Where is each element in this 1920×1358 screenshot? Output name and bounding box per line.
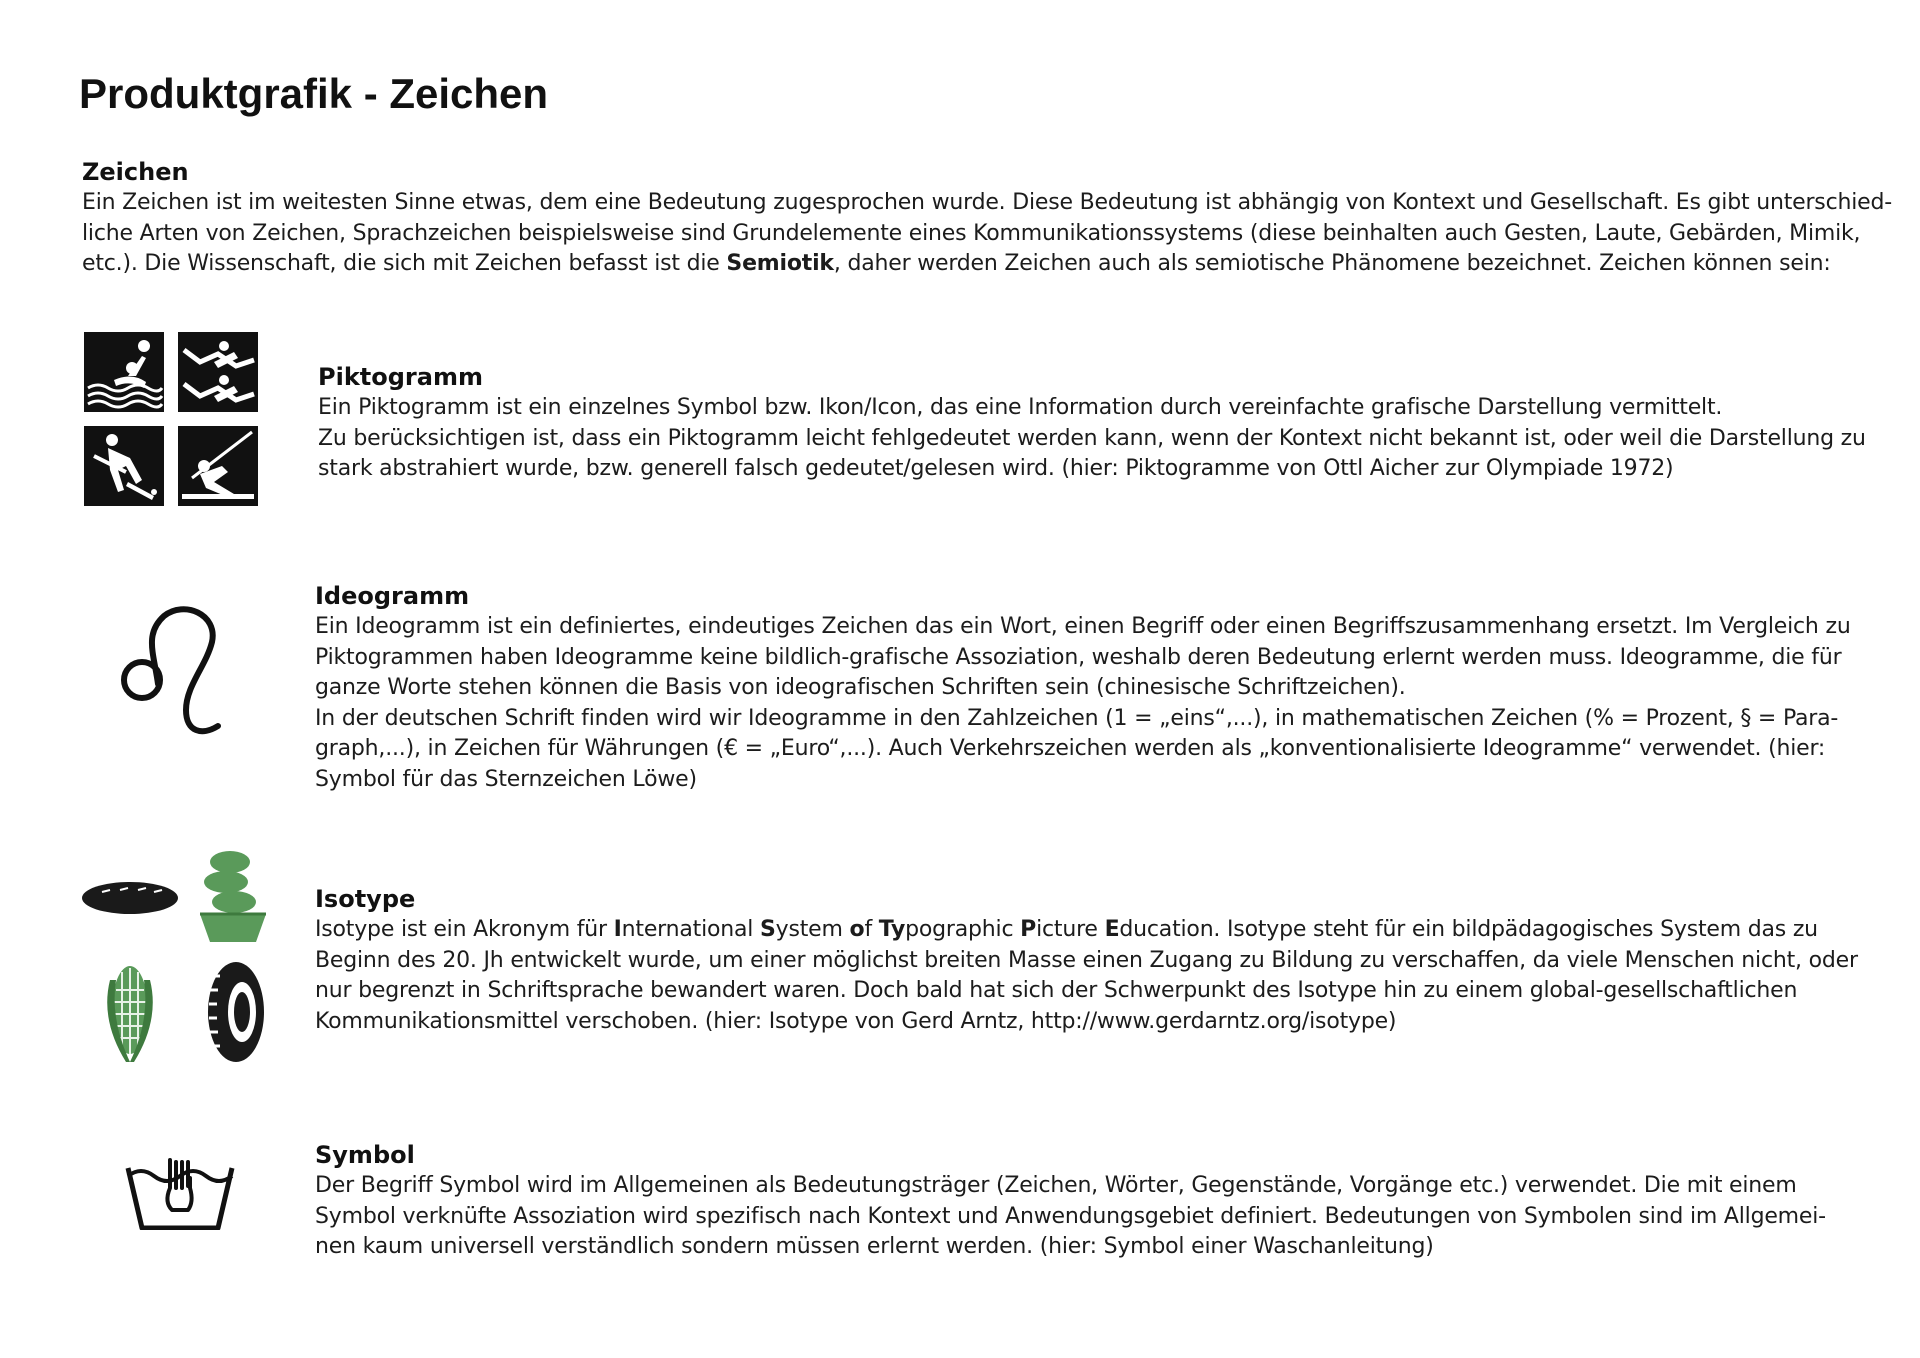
corn-isotype-icon	[107, 966, 153, 1062]
leo-zodiac-icon	[114, 604, 232, 744]
symbol-line: nen kaum universell verständlich sondern müssen erlernt werden. (hier: Symbol einer Waschanleitung)	[315, 1234, 1434, 1259]
symbol-heading: Symbol	[315, 1141, 415, 1169]
intro-heading: Zeichen	[82, 158, 189, 186]
intro-section	[82, 156, 1892, 280]
piktogramm-line: Ein Piktogramm ist ein einzelnes Symbol bzw. Ikon/Icon, das eine Information durch vereinfachte grafische Darstellung vermittelt.	[318, 395, 1723, 420]
bread-isotype-icon	[82, 882, 178, 914]
tire-isotype-icon	[208, 962, 264, 1062]
piktogramm-line: Zu berücksichtigen ist, dass ein Piktogramm leicht fehlgedeutet werden kann, wenn der Kontext nicht bekannt ist, oder weil die Darstellung zu	[318, 425, 1866, 451]
ideogramm-section	[315, 580, 1851, 795]
isotype-heading: Isotype	[315, 885, 416, 913]
piktogramm-heading: Piktogramm	[318, 363, 483, 391]
ideogramm-line: ganze Worte stehen können die Basis von ideografischen Schriften sein (chinesische Schriftzeichen).	[315, 675, 1406, 700]
hand-wash-symbol-icon	[124, 1158, 236, 1230]
ideogramm-line: Symbol für das Sternzeichen Löwe)	[315, 766, 697, 792]
semiotik-term: Semiotik	[726, 251, 834, 276]
isotype-line: nur begrenzt in Schriftsprache bewandert waren. Doch bald hat sich der Schwerpunkt des Isotype hin zu einem global-gesellschaftlichen	[315, 978, 1798, 1003]
shooting-pictogram-icon	[178, 426, 258, 506]
hockey-pictogram-icon	[84, 426, 164, 506]
ideogramm-line: In der deutschen Schrift finden wird wir Ideogramme in den Zahlzeichen (1 = „eins“,...), in mathematischen Zeichen (% = Prozent, § = Para-	[315, 705, 1839, 731]
intro-line: etc.). Die Wissenschaft, die sich mit Zeichen befasst ist die Semiotik, daher werden Zeichen auch als semiotische Phänomene bezeichnet. Zeichen können sein:	[82, 251, 1831, 276]
ideogramm-heading: Ideogramm	[315, 582, 470, 610]
ideogramm-line: graph,...), in Zeichen für Währungen (€ = „Euro“,...). Auch Verkehrszeichen werden als „konventionalisierte Ideogramme“ verwendet. (hier:	[315, 736, 1826, 761]
page-title: Produktgrafik - Zeichen	[79, 70, 549, 117]
piktogramm-line: stark abstrahiert wurde, bzw. generell falsch gedeutet/gelesen wird. (hier: Piktogramme von Ottl Aicher zur Olympiade 1972)	[318, 456, 1674, 481]
intro-line: Ein Zeichen ist im weitesten Sinne etwas, dem eine Bedeutung zugesprochen wurde. Diese Bedeutung ist abhängig von Kontext und Gesellschaft. Es gibt unterschied-	[82, 190, 1892, 215]
piktogramm-section	[318, 361, 1866, 485]
rowing-pictogram-icon	[178, 332, 258, 412]
isotype-icon-grid	[80, 850, 270, 1066]
ideogramm-line: Piktogrammen haben Ideogramme keine bildlich-grafische Assoziation, weshalb deren Bedeutung erlernt werden muss. Ideogramme, die für	[315, 644, 1842, 670]
symbol-section	[315, 1139, 1826, 1263]
water-polo-pictogram-icon	[84, 332, 164, 412]
intro-line: liche Arten von Zeichen, Sprachzeichen beispielsweise sind Grundelemente eines Kommunikationssystems (diese beinhalten auch Gesten, Laute, Gebärden, Mimik,	[82, 220, 1861, 246]
isotype-line: Beginn des 20. Jh entwickelt wurde, um einer möglichst breiten Masse einen Zugang zu Bildung zu verschaffen, da viele Menschen nicht, oder	[315, 947, 1858, 973]
isotype-line: Kommunikationsmittel verschoben. (hier: Isotype von Gerd Arntz, http://www.gerdarntz.org/isotype)	[315, 1008, 1397, 1034]
symbol-line: Symbol verknüfte Assoziation wird spezifisch nach Kontext und Anwendungsgebiet definiert. Bedeutungen von Symbolen sind im Allgemei-	[315, 1203, 1826, 1229]
symbol-line: Der Begriff Symbol wird im Allgemeinen als Bedeutungsträger (Zeichen, Wörter, Gegenstände, Vorgänge etc.) verwendet. Die mit einem	[315, 1173, 1797, 1198]
ideogramm-line: Ein Ideogramm ist ein definiertes, eindeutiges Zeichen das ein Wort, einen Begriff oder einen Begriffszusammenhang ersetzt. Im Vergleich zu	[315, 614, 1851, 639]
potatoes-isotype-icon	[200, 851, 266, 942]
olympic-pictogram-grid	[84, 332, 260, 508]
isotype-section	[315, 883, 1858, 1037]
isotype-acronym-line: Isotype ist ein Akronym für International System of Typographic Picture Education. Isotype steht für ein bildpädagogisches System das zu	[315, 917, 1818, 942]
